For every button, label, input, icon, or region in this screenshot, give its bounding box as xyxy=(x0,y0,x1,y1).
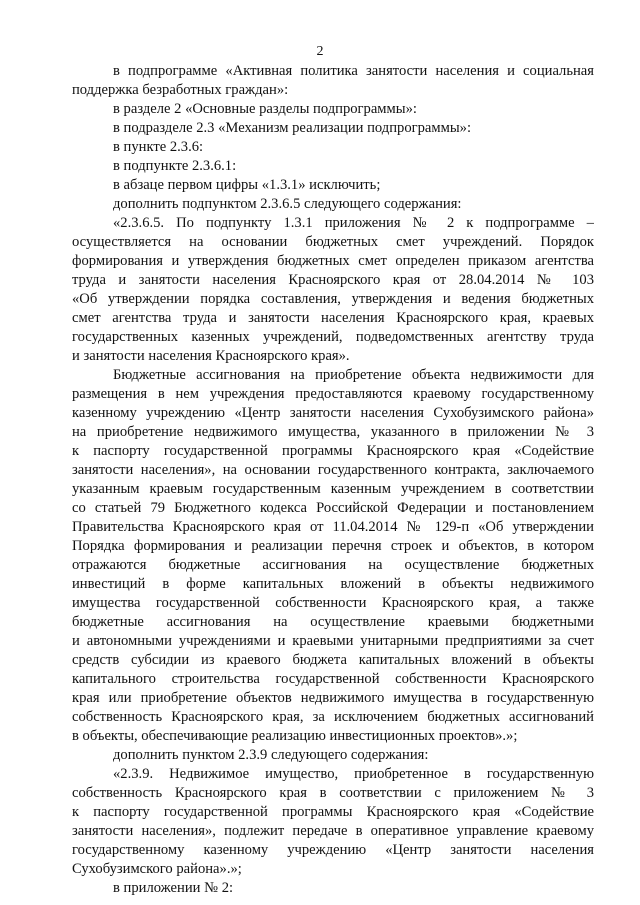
text-line: «2.3.6.5. По подпункту 1.3.1 приложения № 2 к подпрограмме – xyxy=(113,215,594,231)
text-line: бюджетные ассигнования на осуществление краевыми бюджетными xyxy=(72,614,594,630)
text-line: поддержка безработных граждан»: xyxy=(72,82,289,98)
text-line: края или приобретение объектов недвижимого имущества в государственную xyxy=(72,690,594,706)
text-line: Сухобузимского района».»; xyxy=(72,861,242,877)
text-line: занятости населения», на основании государственного контракта, заключаемого xyxy=(72,462,594,478)
text-line: указанным краевым государственным казенным учреждением в соответствии xyxy=(72,481,594,497)
text-line: дополнить подпунктом 2.3.6.5 следующего содержания: xyxy=(113,196,462,212)
text-line: отражаются бюджетные ассигнования на осуществление бюджетных xyxy=(72,557,594,573)
text-line: размещения в нем учреждения предоставляются краевому государственному xyxy=(72,386,594,402)
text-line: средств субсидии из краевого бюджета капитальных вложений в объекты xyxy=(72,652,594,668)
text-line: формирования и утверждения бюджетных смет определен приказом агентства xyxy=(72,253,594,269)
text-line: в приложении № 2: xyxy=(113,880,234,896)
text-line: инвестиций в форме капитальных вложений в объекты недвижимого xyxy=(72,576,594,592)
text-line: к паспорту государственной программы Красноярского края «Содействие xyxy=(72,804,594,820)
text-line: занятости населения», подлежит передаче в оперативное управление краевому xyxy=(72,823,594,839)
text-line: в пункте 2.3.6: xyxy=(113,139,204,155)
text-line: в подпрограмме «Активная политика занятости населения и социальная xyxy=(113,63,594,79)
text-line: и занятости населения Красноярского края». xyxy=(72,348,350,364)
text-line: капитального строительства государственной собственности Красноярского xyxy=(72,671,594,687)
text-line: со статьей 79 Бюджетного кодекса Российской Федерации и постановлением xyxy=(72,500,594,516)
text-line: в подпункте 2.3.6.1: xyxy=(113,158,237,174)
text-line: в подразделе 2.3 «Механизм реализации подпрограммы»: xyxy=(113,120,472,136)
text-line: к паспорту государственной программы Красноярского края «Содействие xyxy=(72,443,594,459)
text-line: Порядка формирования и реализации перечня строек и объектов, в котором xyxy=(72,538,594,554)
text-line: на приобретение недвижимого имущества, указанного в приложении № 3 xyxy=(72,424,594,440)
text-line: дополнить пунктом 2.3.9 следующего содержания: xyxy=(113,747,429,763)
text-line: в объекты, обеспечивающие реализацию инвестиционных проектов».»; xyxy=(72,728,518,744)
text-line: собственность Красноярского края в соответствии с приложением № 3 xyxy=(72,785,594,801)
text-line: в разделе 2 «Основные разделы подпрограммы»: xyxy=(113,101,417,117)
text-line: труда и занятости населения Красноярского края от 28.04.2014 № 103 xyxy=(72,272,594,288)
text-line: государственных казенных учреждений, подведомственных агентству труда xyxy=(72,329,594,345)
text-line: казенному учреждению «Центр занятости населения Сухобузимского района» xyxy=(72,405,594,421)
document-body xyxy=(72,62,594,898)
text-line: и автономными учреждениями и краевыми унитарными предприятиями за счет xyxy=(72,633,594,649)
text-line: «Об утверждении порядка составления, утверждения и ведения бюджетных xyxy=(72,291,594,307)
text-line: осуществляется на основании бюджетных смет учреждений. Порядок xyxy=(72,234,594,250)
text-line: государственному казенному учреждению «Центр занятости населения xyxy=(72,842,594,858)
text-line: Бюджетные ассигнования на приобретение объекта недвижимости для xyxy=(113,367,594,383)
text-line: смет агентства труда и занятости населения Красноярского края, краевых xyxy=(72,310,594,326)
text-line: в абзаце первом цифры «1.3.1» исключить; xyxy=(113,177,381,193)
text-line: «2.3.9. Недвижимое имущество, приобретенное в государственную xyxy=(113,766,594,782)
text-line: Правительства Красноярского края от 11.04.2014 № 129-п «Об утверждении xyxy=(72,519,594,535)
text-line: имущества государственной собственности Красноярского края, а также xyxy=(72,595,594,611)
text-line: собственность Красноярского края, за исключением бюджетных ассигнований xyxy=(72,709,594,725)
page-number: 2 xyxy=(316,44,324,59)
